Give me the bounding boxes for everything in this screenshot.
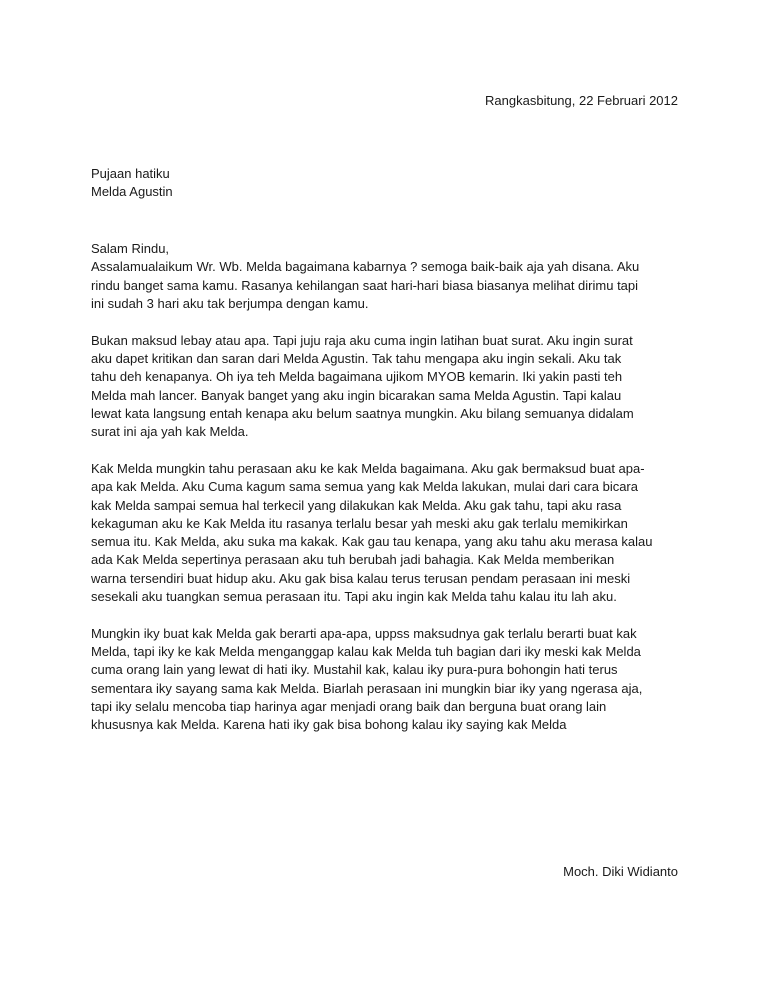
body-line: Kak Melda mungkin tahu perasaan aku ke kak Melda bagaimana. Aku gak bermaksud buat apa-	[91, 460, 645, 476]
body-line: cuma orang lain yang lewat di hati iky. Mustahil kak, kalau iky pura-pura bohongin hati terus	[91, 662, 618, 678]
body-line: sementara iky sayang sama kak Melda. Biarlah perasaan ini mungkin biar iky yang ngerasa aja,	[91, 680, 643, 696]
recipient-salutation: Pujaan hatiku	[91, 166, 170, 181]
body-line: tahu deh kenapanya. Oh iya teh Melda bagaimana ujikom MYOB kemarin. Iki yakin pasti teh	[91, 369, 623, 385]
letter-body	[91, 240, 681, 753]
signature-name: Moch. Diki Widianto	[563, 864, 678, 879]
recipient-block	[91, 165, 173, 202]
body-line: ini sudah 3 hari aku tak berjumpa dengan kamu.	[91, 295, 369, 311]
body-line: aku dapet kritikan dan saran dari Melda Agustin. Tak tahu mengapa aku ingin sekali. Aku tak	[91, 350, 622, 366]
body-line: Mungkin iky buat kak Melda gak berarti apa-apa, uppss maksudnya gak terlalu berarti buat kak	[91, 625, 637, 641]
body-line: lewat kata langsung entah kenapa aku belum saatnya mungkin. Aku bilang semuanya didalam	[91, 405, 634, 421]
paragraph-greeting	[91, 240, 681, 313]
body-line: khususnya kak Melda. Karena hati iky gak bisa bohong kalau iky saying kak Melda	[91, 717, 567, 733]
paragraph-2	[91, 332, 681, 442]
body-line: warna tersendiri buat hidup aku. Aku gak bisa kalau terus terusan pendam perasaan ini meski	[91, 570, 631, 586]
body-line: Bukan maksud lebay atau apa. Tapi juju raja aku cuma ingin latihan buat surat. Aku ingin surat	[91, 332, 633, 348]
body-line: surat ini aja yah kak Melda.	[91, 424, 249, 440]
recipient-name: Melda Agustin	[91, 184, 173, 200]
place-date-text: Rangkasbitung, 22 Februari 2012	[485, 93, 678, 108]
body-line: tapi iky selalu mencoba tiap harinya agar menjadi orang baik dan berguna buat orang lain	[91, 699, 607, 715]
body-line: kak Melda sampai semua hal terkecil yang dilakukan kak Melda. Aku gak tahu, tapi aku rasa	[91, 497, 622, 513]
paragraph-3	[91, 460, 681, 606]
place-date	[485, 92, 678, 110]
body-line: rindu banget sama kamu. Rasanya kehilangan saat hari-hari biasa biasanya melihat dirimu tapi	[91, 277, 639, 293]
body-line: Melda mah lancer. Banyak banget yang aku ingin bicarakan sama Melda Agustin. Tapi kalau	[91, 387, 622, 403]
signature-block	[563, 863, 678, 881]
body-line: Melda, tapi iky ke kak Melda menganggap kalau kak Melda tuh bagian dari iky meski kak Melda	[91, 644, 641, 660]
body-line: ada Kak Melda sepertinya perasaan aku tuh berubah jadi bahagia. Kak Melda memberikan	[91, 552, 615, 568]
body-line: sesekali aku tuangkan semua perasaan itu. Tapi aku ingin kak Melda tahu kalau itu lah aku.	[91, 589, 617, 605]
paragraph-4	[91, 625, 681, 735]
body-line: Assalamualaikum Wr. Wb. Melda bagaimana kabarnya ? semoga baik-baik aja yah disana. Aku	[91, 259, 640, 275]
body-line: semua itu. Kak Melda, aku suka ma kakak. Kak gau tau kenapa, yang aku tahu aku merasa kalau	[91, 534, 653, 550]
body-line: kekaguman aku ke Kak Melda itu rasanya terlalu besar yah meski aku gak terlalu memikirkan	[91, 515, 628, 531]
body-line: apa kak Melda. Aku Cuma kagum sama semua yang kak Melda lakukan, mulai dari cara bicara	[91, 479, 638, 495]
body-line: Salam Rindu,	[91, 241, 170, 256]
